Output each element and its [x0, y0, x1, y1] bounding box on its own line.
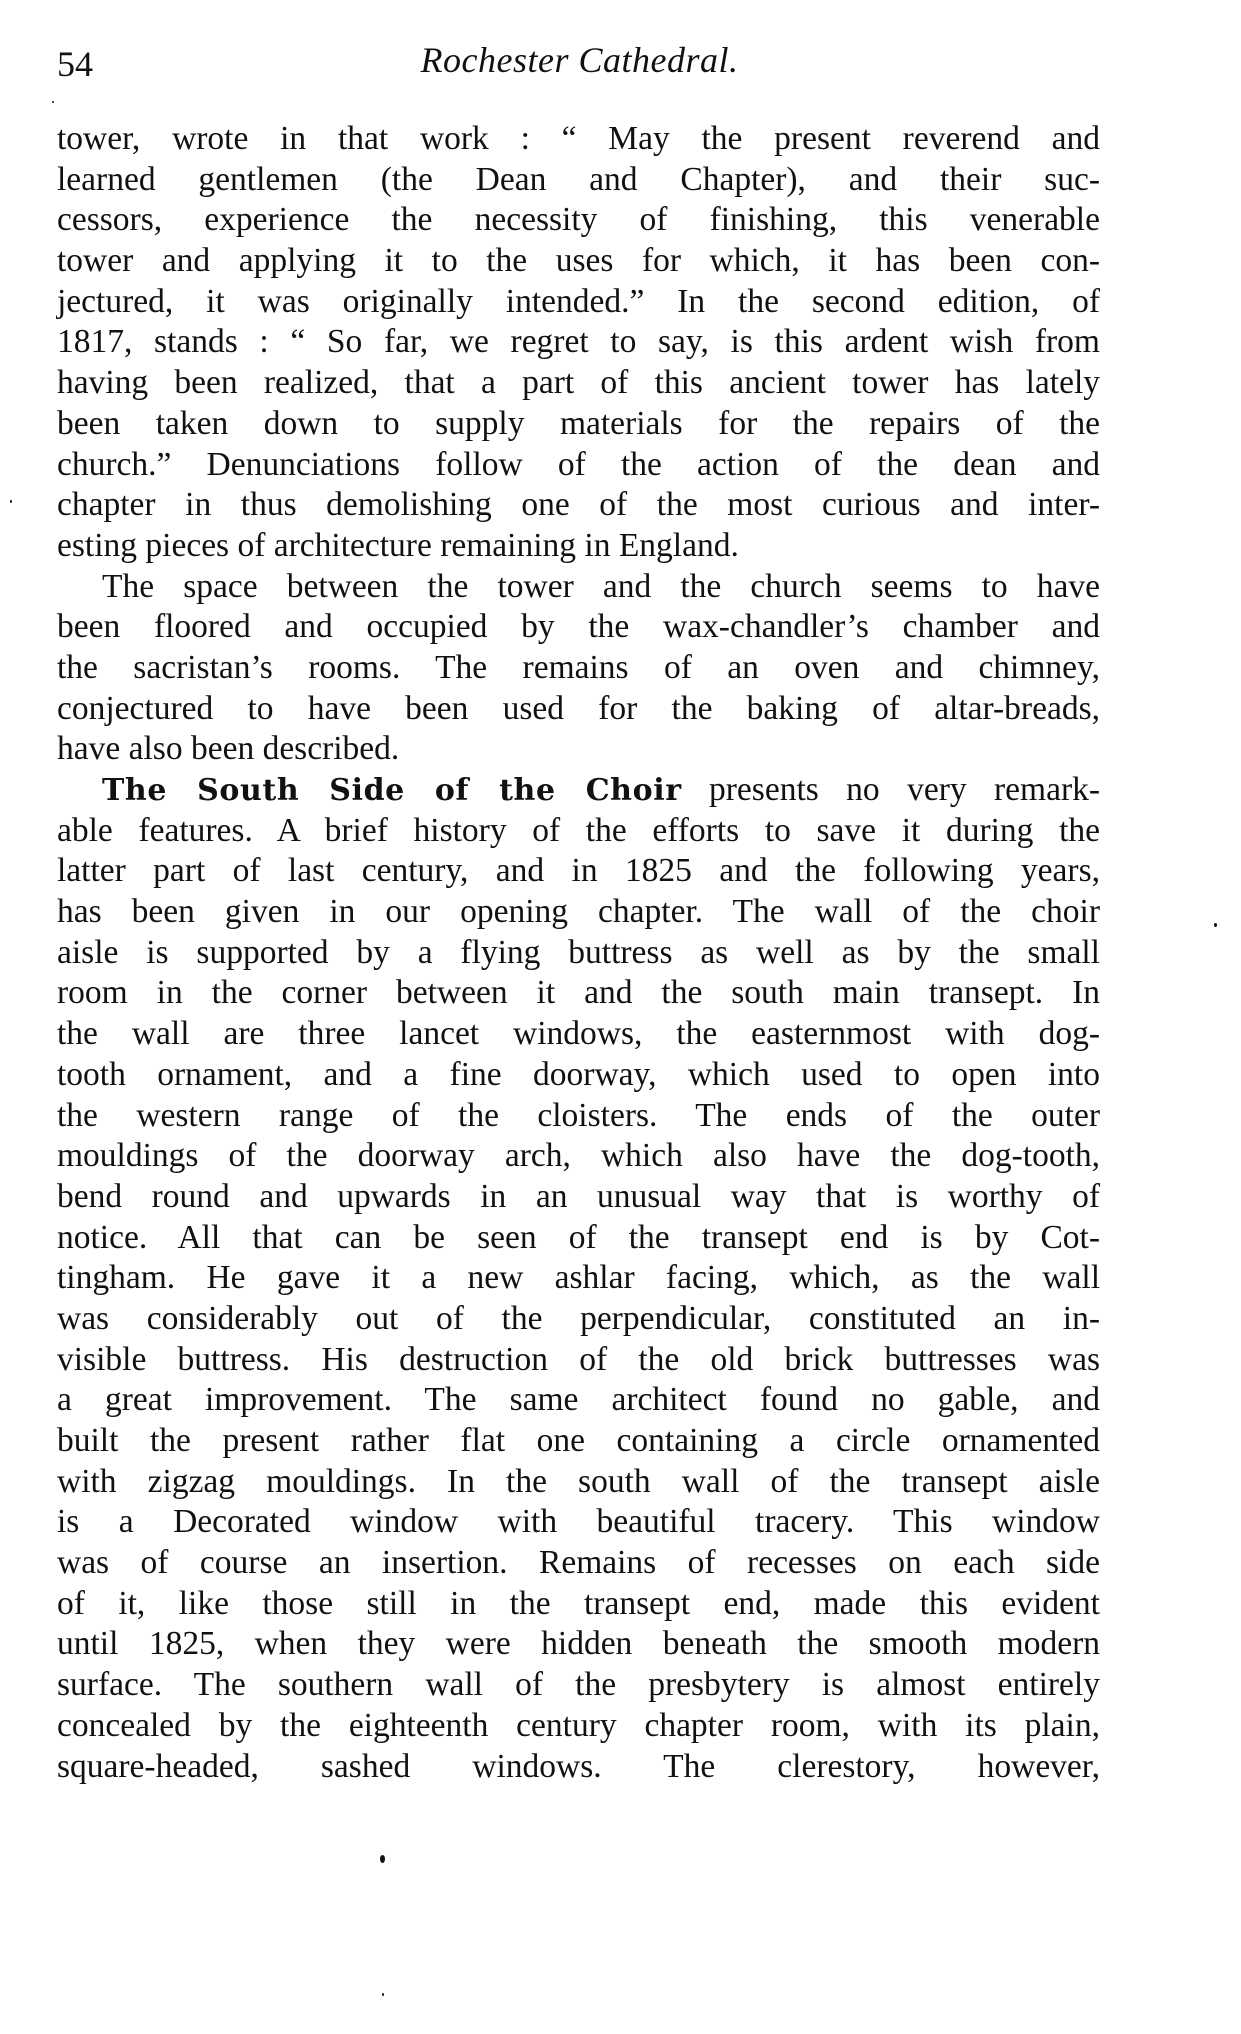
section-heading: The South Side of the Choir: [102, 773, 682, 808]
running-title: [0, 40, 1241, 80]
scan-speck: [380, 1855, 385, 1863]
paragraph-1: [57, 119, 1100, 567]
text-line: learned gentlemen (the Dean and Chapter), and their suc-: [57, 160, 1100, 198]
text-line: having been realized, that a part of this ancient tower has lately: [57, 364, 1100, 402]
text-line: notice. All that can be seen of the transept end is by Cot-: [57, 1218, 1100, 1256]
scan-speck: [382, 1993, 384, 1996]
text-line: tower and applying it to the uses for which, it has been con-: [57, 242, 1100, 280]
text-line: tower, wrote in that work : “ May the present reverend and: [57, 120, 1100, 157]
text-line: latter part of last century, and in 1825 and the following years,: [57, 852, 1100, 890]
text-line: with zigzag mouldings. In the south wall of the transept aisle: [57, 1462, 1100, 1500]
text-line: cessors, experience the necessity of finishing, this venerable: [57, 201, 1100, 239]
page-number: 54: [57, 44, 93, 84]
text-line: tingham. He gave it a new ashlar facing, which, as the wall: [57, 1259, 1100, 1297]
text-line: square-headed, sashed windows. The clerestory, however,: [57, 1747, 1100, 1785]
text-line: visible buttress. His destruction of the old brick buttresses was: [57, 1340, 1100, 1378]
scan-speck: [10, 500, 12, 503]
text-line: church.” Denunciations follow of the action of the dean and: [57, 445, 1100, 483]
running-title-text: Rochester Cathedral.: [420, 40, 739, 80]
text-line: 1817, stands : “ So far, we regret to say, is this ardent wish from: [57, 323, 1100, 361]
text-line: esting pieces of architecture remaining in England.: [57, 526, 739, 564]
text-line: was considerably out of the perpendicular, constituted an in-: [57, 1299, 1100, 1337]
text-line: built the present rather flat one containing a circle ornamented: [57, 1422, 1100, 1459]
text-line-with-heading: [57, 770, 1100, 811]
text-line: able features. A brief history of the efforts to save it during the: [57, 811, 1100, 849]
paragraph-2: [57, 567, 1100, 770]
scan-speck: [52, 101, 54, 103]
text-line: was of course an insertion. Remains of recesses on each side: [57, 1544, 1100, 1582]
text-line: the western range of the cloisters. The ends of the outer: [57, 1096, 1100, 1134]
text-line: has been given in our opening chapter. The wall of the choir: [57, 893, 1100, 931]
body-text: [57, 119, 1100, 1787]
text-line: room in the corner between it and the south main transept. In: [57, 974, 1100, 1012]
text-line: of it, like those still in the transept end, made this evident: [57, 1584, 1100, 1622]
text-line: chapter in thus demolishing one of the most curious and inter-: [57, 486, 1100, 524]
text-line: the sacristan’s rooms. The remains of an oven and chimney,: [57, 648, 1100, 686]
scan-speck: [1214, 923, 1217, 927]
text-line: until 1825, when they were hidden beneath the smooth modern: [57, 1625, 1100, 1663]
text-line: surface. The southern wall of the presbytery is almost entirely: [57, 1666, 1100, 1704]
text-line: been taken down to supply materials for the repairs of the: [57, 404, 1100, 442]
text-line: The space between the tower and the church seems to have: [102, 567, 1100, 605]
text-line: a great improvement. The same architect found no gable, and: [57, 1381, 1100, 1419]
text-line: bend round and upwards in an unusual way that is worthy of: [57, 1177, 1100, 1215]
text-line: have also been described.: [57, 730, 400, 768]
text-line: is a Decorated window with beautiful tracery. This window: [57, 1503, 1100, 1541]
text-line: been floored and occupied by the wax-chandler’s chamber and: [57, 608, 1100, 646]
paragraph-3: [57, 770, 1100, 1787]
text-line: mouldings of the doorway arch, which also have the dog-tooth,: [57, 1137, 1100, 1175]
text-line: the wall are three lancet windows, the easternmost with dog-: [57, 1015, 1100, 1053]
text-line: concealed by the eighteenth century chapter room, with its plain,: [57, 1706, 1100, 1744]
text-line: jectured, it was originally intended.” In the second edition, of: [57, 282, 1100, 320]
text-line: aisle is supported by a flying buttress as well as by the small: [57, 933, 1100, 971]
heading-line-rest: presents no very remark-: [709, 771, 1101, 808]
text-line: tooth ornament, and a fine doorway, which used to open into: [57, 1055, 1100, 1093]
text-line: conjectured to have been used for the baking of altar-breads,: [57, 689, 1100, 727]
